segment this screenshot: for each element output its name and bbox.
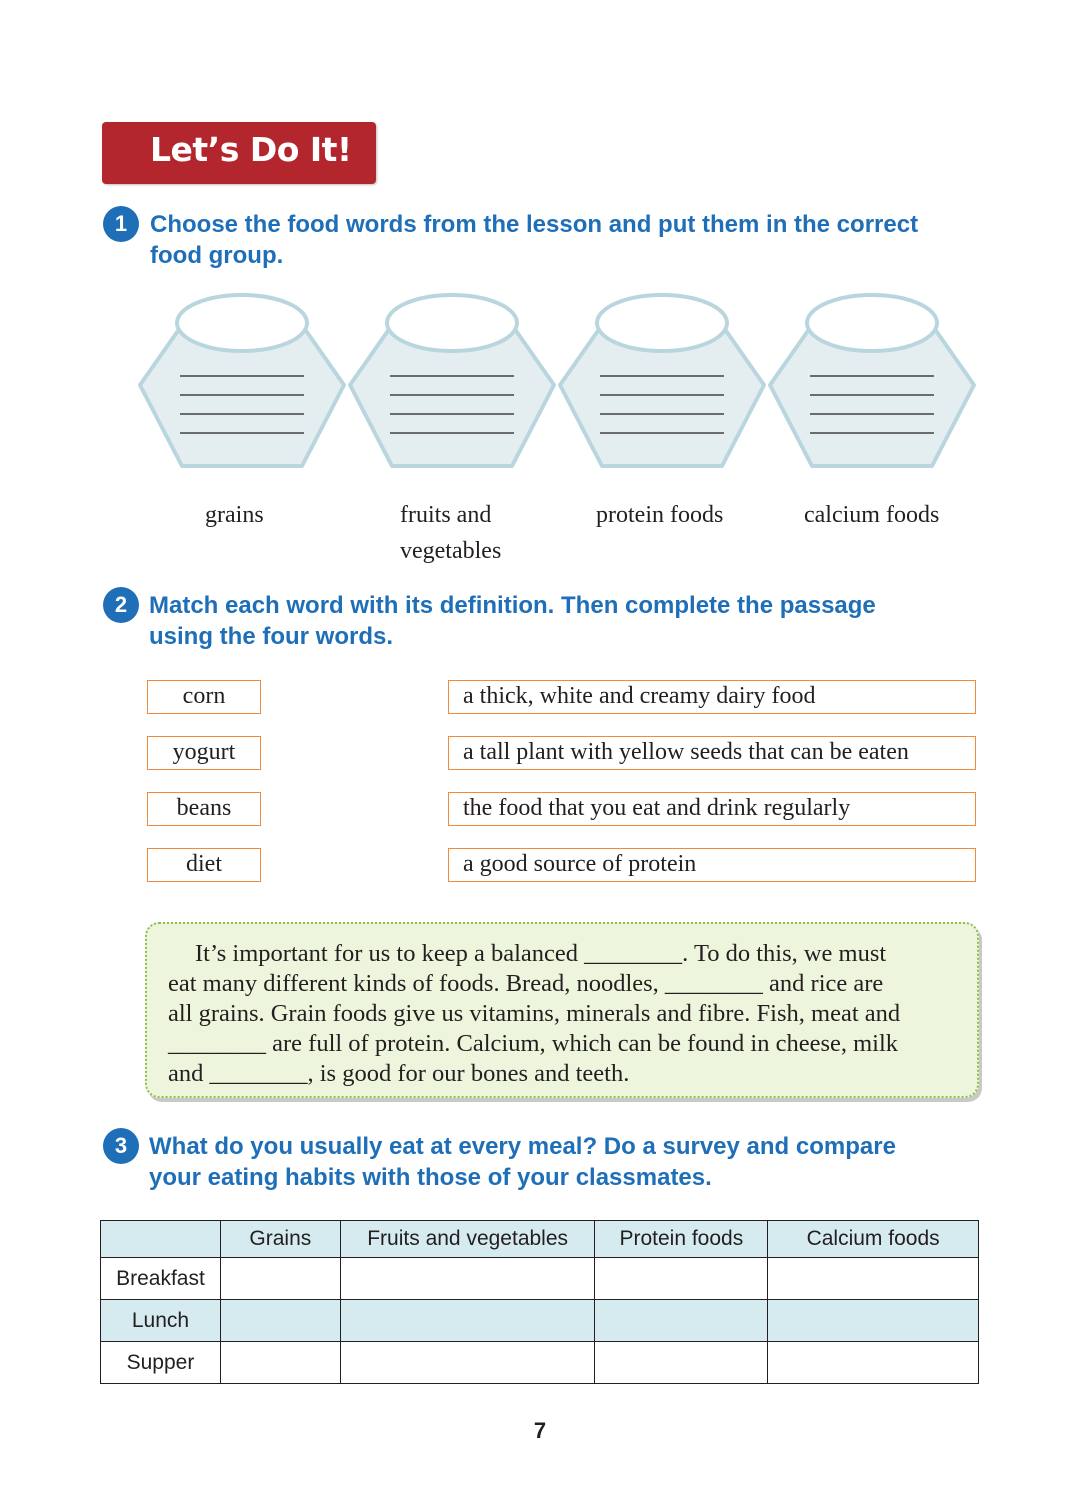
jar-label-line: vegetables [400, 538, 502, 564]
table-cell[interactable] [768, 1342, 979, 1384]
table-row [101, 1342, 979, 1384]
question-3-line-1: What do you usually eat at every meal? Do a survey and compare [149, 1133, 896, 1160]
jar-label-line: grains [205, 502, 264, 528]
jar-label-grains [205, 497, 264, 533]
food-jar [770, 295, 974, 466]
question-2-line-1: Match each word with its definition. Then complete the passage [149, 592, 876, 619]
row-label-breakfast: Breakfast [101, 1258, 221, 1300]
question-3-number: 3 [103, 1128, 139, 1164]
jar-label-line: fruits and [400, 502, 492, 528]
match-word-beans[interactable]: beans [147, 792, 261, 826]
survey-table [100, 1220, 979, 1384]
fill-in-passage [145, 922, 979, 1098]
jar-lid [807, 295, 937, 351]
passage-line: and ________, is good for our bones and teeth. [168, 1060, 630, 1087]
food-group-jars [130, 290, 990, 480]
food-jar [140, 295, 344, 466]
row-label-lunch: Lunch [101, 1300, 221, 1342]
match-definition-1[interactable]: a thick, white and creamy dairy food [448, 680, 976, 714]
table-cell[interactable] [340, 1258, 595, 1300]
table-header-cell: Calcium foods [768, 1221, 979, 1258]
match-definition-3[interactable]: the food that you eat and drink regularly [448, 792, 976, 826]
table-cell[interactable] [340, 1342, 595, 1384]
passage-line: eat many different kinds of foods. Bread, noodles, ________ and rice are [168, 970, 884, 997]
table-cell[interactable] [220, 1258, 340, 1300]
table-header-row [101, 1221, 979, 1258]
table-header-cell: Protein foods [595, 1221, 768, 1258]
jar-lid [177, 295, 307, 351]
jar-label-line: calcium foods [804, 502, 940, 528]
table-cell[interactable] [768, 1258, 979, 1300]
table-cell[interactable] [768, 1300, 979, 1342]
table-header-cell: Fruits and vegetables [340, 1221, 595, 1258]
table-header-cell: Grains [220, 1221, 340, 1258]
question-1-text [150, 209, 918, 271]
question-2-number: 2 [103, 587, 139, 623]
question-1-line-2: food group. [150, 242, 284, 269]
jar-label-fruits-vegetables [400, 497, 501, 569]
match-word-diet[interactable]: diet [147, 848, 261, 882]
passage-line: It’s important for us to keep a balanced ________. To do this, we must [195, 940, 887, 967]
table-row [101, 1258, 979, 1300]
passage-line: ________ are full of protein. Calcium, which can be found in cheese, milk [168, 1030, 899, 1057]
passage-line: all grains. Grain foods give us vitamins, minerals and fibre. Fish, meat and [168, 1000, 901, 1027]
table-cell[interactable] [340, 1300, 595, 1342]
food-jar [350, 295, 554, 466]
question-1-number: 1 [103, 206, 139, 242]
table-cell[interactable] [595, 1258, 768, 1300]
section-banner [102, 122, 376, 184]
match-word-corn[interactable]: corn [147, 680, 261, 714]
jar-label-line: protein foods [596, 502, 724, 528]
match-definition-4[interactable]: a good source of protein [448, 848, 976, 882]
banner-title: Let’s Do It! [150, 130, 352, 169]
page-number: 7 [533, 1418, 547, 1443]
food-jar [560, 295, 764, 466]
match-word-yogurt[interactable]: yogurt [147, 736, 261, 770]
row-label-supper: Supper [101, 1342, 221, 1384]
table-cell[interactable] [220, 1342, 340, 1384]
table-cell[interactable] [595, 1300, 768, 1342]
jar-lid [597, 295, 727, 351]
question-1-line-1: Choose the food words from the lesson and put them in the correct [150, 211, 919, 238]
table-header-cell [101, 1221, 221, 1258]
question-3-text [149, 1131, 896, 1193]
jar-lid [387, 295, 517, 351]
table-row [101, 1300, 979, 1342]
jar-label-protein [596, 497, 723, 533]
table-cell[interactable] [595, 1342, 768, 1384]
question-3-line-2: your eating habits with those of your classmates. [149, 1164, 712, 1191]
match-definition-2[interactable]: a tall plant with yellow seeds that can be eaten [448, 736, 976, 770]
table-cell[interactable] [220, 1300, 340, 1342]
question-2-line-2: using the four words. [149, 623, 393, 650]
question-2-text [149, 590, 876, 652]
jar-label-calcium [804, 497, 939, 533]
